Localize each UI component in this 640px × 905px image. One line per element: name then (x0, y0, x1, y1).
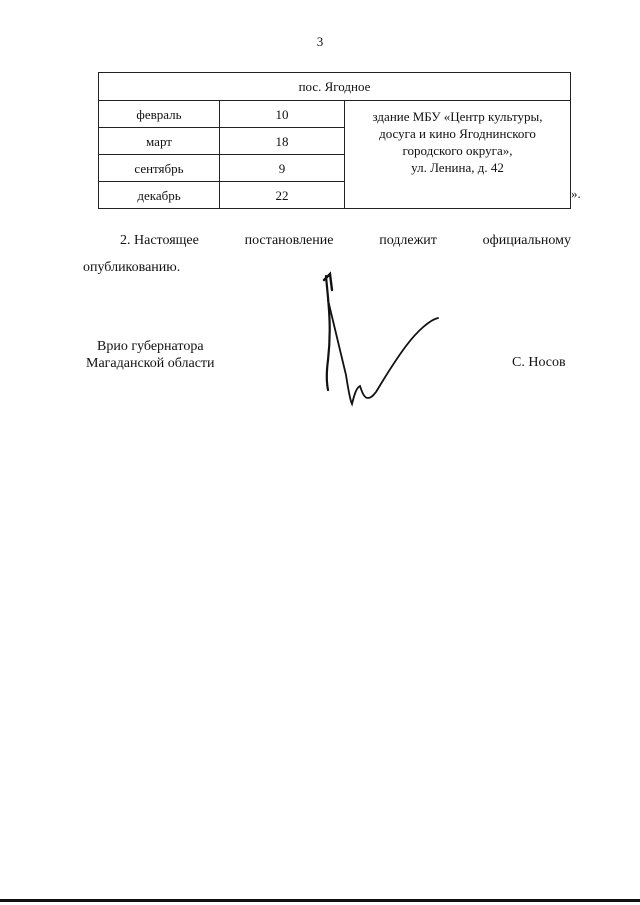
month-cell: февраль (99, 101, 220, 128)
venue-line: здание МБУ «Центр культуры, (372, 109, 543, 124)
locality-header: пос. Ягодное (99, 73, 571, 101)
page-number: 3 (316, 34, 324, 49)
table-row (99, 101, 571, 128)
date-cell: 9 (220, 155, 345, 182)
date-cell: 10 (220, 101, 345, 128)
schedule-table (98, 72, 571, 209)
paragraph-word: подлежит (379, 233, 437, 248)
date-cell: 18 (220, 128, 345, 155)
date-cell: 22 (220, 182, 345, 209)
closing-quote: ». (571, 186, 581, 201)
bottom-rule (0, 899, 640, 902)
signer-name: С. Носов (512, 355, 566, 370)
venue-line: городского округа», (402, 143, 513, 158)
paragraph-word: постановление (244, 233, 334, 248)
signer-title-line: Врио губернатора (97, 339, 204, 354)
paragraph-word: официальному (482, 233, 571, 248)
venue-cell (345, 101, 571, 209)
signer-title (86, 338, 215, 372)
signature-graphic (310, 270, 450, 415)
paragraph-line: опубликованию. (83, 260, 181, 275)
handwritten-signature (310, 270, 450, 420)
venue-line: досуга и кино Ягоднинского (379, 126, 536, 141)
month-cell: сентябрь (99, 155, 220, 182)
signer-title-line: Магаданской области (86, 356, 215, 371)
venue-line: ул. Ленина, д. 42 (411, 160, 504, 175)
paragraph-word: 2. Настоящее (120, 233, 199, 248)
paragraph-line (83, 233, 571, 249)
month-cell: март (99, 128, 220, 155)
month-cell: декабрь (99, 182, 220, 209)
table-row (99, 73, 571, 101)
